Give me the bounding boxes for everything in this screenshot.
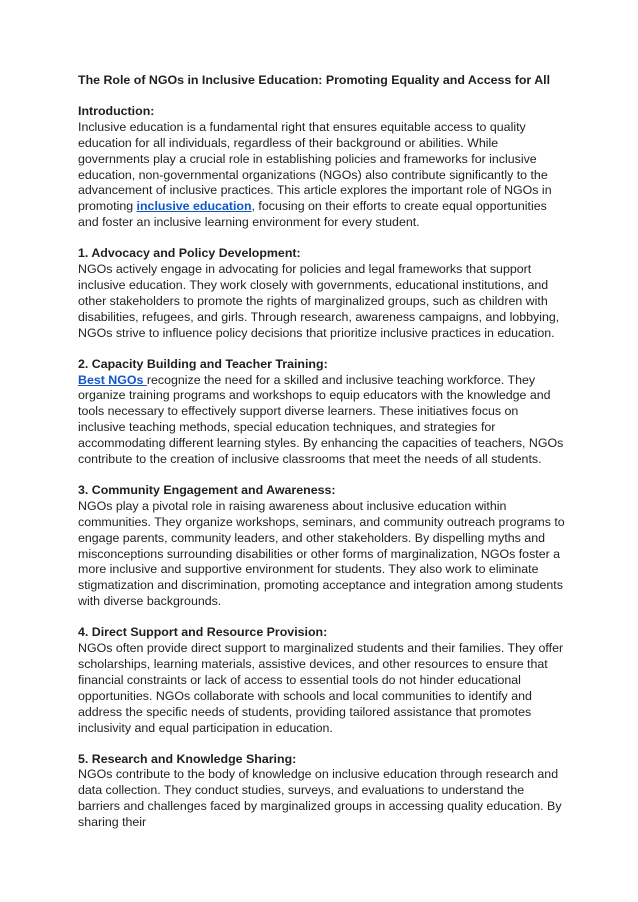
intro-text: Inclusive education is a fundamental right that ensures equitable access to quality education for all individuals, regardless of their background or abilities. While governments play a crucial role in establishing policies and frameworks for inclusive education, non-governmental organizations (NGOs) also contribute significantly to the advancement of inclusive practices. This article explores the important role of NGOs in promoting (78, 119, 552, 214)
section-1-paragraph: NGOs actively engage in advocating for policies and legal frameworks that support inclusive education. They work closely with governments, educational institutions, and other stakeholders to promote the rights of marginalized groups, such as children with disabilities, refugees, and girls. Through research, awareness campaigns, and lobbying, NGOs strive to influence policy decisions that prioritize inclusive practices in education. (78, 262, 560, 340)
best-ngos-link[interactable]: Best NGOs (78, 372, 147, 387)
intro-text-continued: , focusing on their efforts to create equal opportunities and foster an inclusive learning environment for every student. (78, 199, 547, 230)
inclusive-education-link[interactable]: inclusive education (136, 199, 252, 214)
section-3-heading: 3. Community Engagement and Awareness: (78, 482, 336, 497)
section-5-paragraph: NGOs contribute to the body of knowledge on inclusive education through research and data collection. They conduct studies, surveys, and evaluations to understand the barriers and challenges faced by marginalized groups in accessing quality education. By sharing their (78, 767, 562, 830)
intro-paragraph (78, 120, 568, 231)
section-2-paragraph (78, 373, 568, 468)
section-5-heading: 5. Research and Knowledge Sharing: (78, 751, 297, 766)
document-title: The Role of NGOs in Inclusive Education: Promoting Equality and Access for All (78, 73, 551, 87)
section-4-paragraph: NGOs often provide direct support to marginalized students and their families. They offer scholarships, learning materials, assistive devices, and other resources to ensure that financial constraints or lack of access to essential tools do not hinder educational opportunities. NGOs collaborate with schools and local communities to identify and address the specific needs of students, providing tailored assistance that promotes inclusivity and equal participation in education. (78, 641, 564, 735)
section-1-heading: 1. Advocacy and Policy Development: (78, 246, 301, 261)
intro-heading: Introduction: (78, 103, 155, 118)
section-4-heading: 4. Direct Support and Resource Provision: (78, 625, 328, 640)
section-2-heading: 2. Capacity Building and Teacher Training: (78, 356, 328, 371)
section-2-text: recognize the need for a skilled and inclusive teaching workforce. They organize training programs and workshops to equip educators with the knowledge and tools necessary to effectively support diverse learners. These initiatives focus on inclusive teaching methods, special education techniques, and strategies for accommodating different learning styles. By enhancing the capacities of teachers, NGOs contribute to the creation of inclusive classrooms that meet the needs of all students. (78, 372, 564, 467)
section-3-paragraph: NGOs play a pivotal role in raising awareness about inclusive education within communities. They organize workshops, seminars, and community outreach programs to engage parents, community leaders, and other stakeholders. By dispelling myths and misconceptions surrounding disabilities or other forms of marginalization, NGOs foster a more inclusive and supportive environment for students. They also work to eliminate stigmatization and discrimination, promoting acceptance and integration among students with diverse backgrounds. (78, 498, 565, 609)
